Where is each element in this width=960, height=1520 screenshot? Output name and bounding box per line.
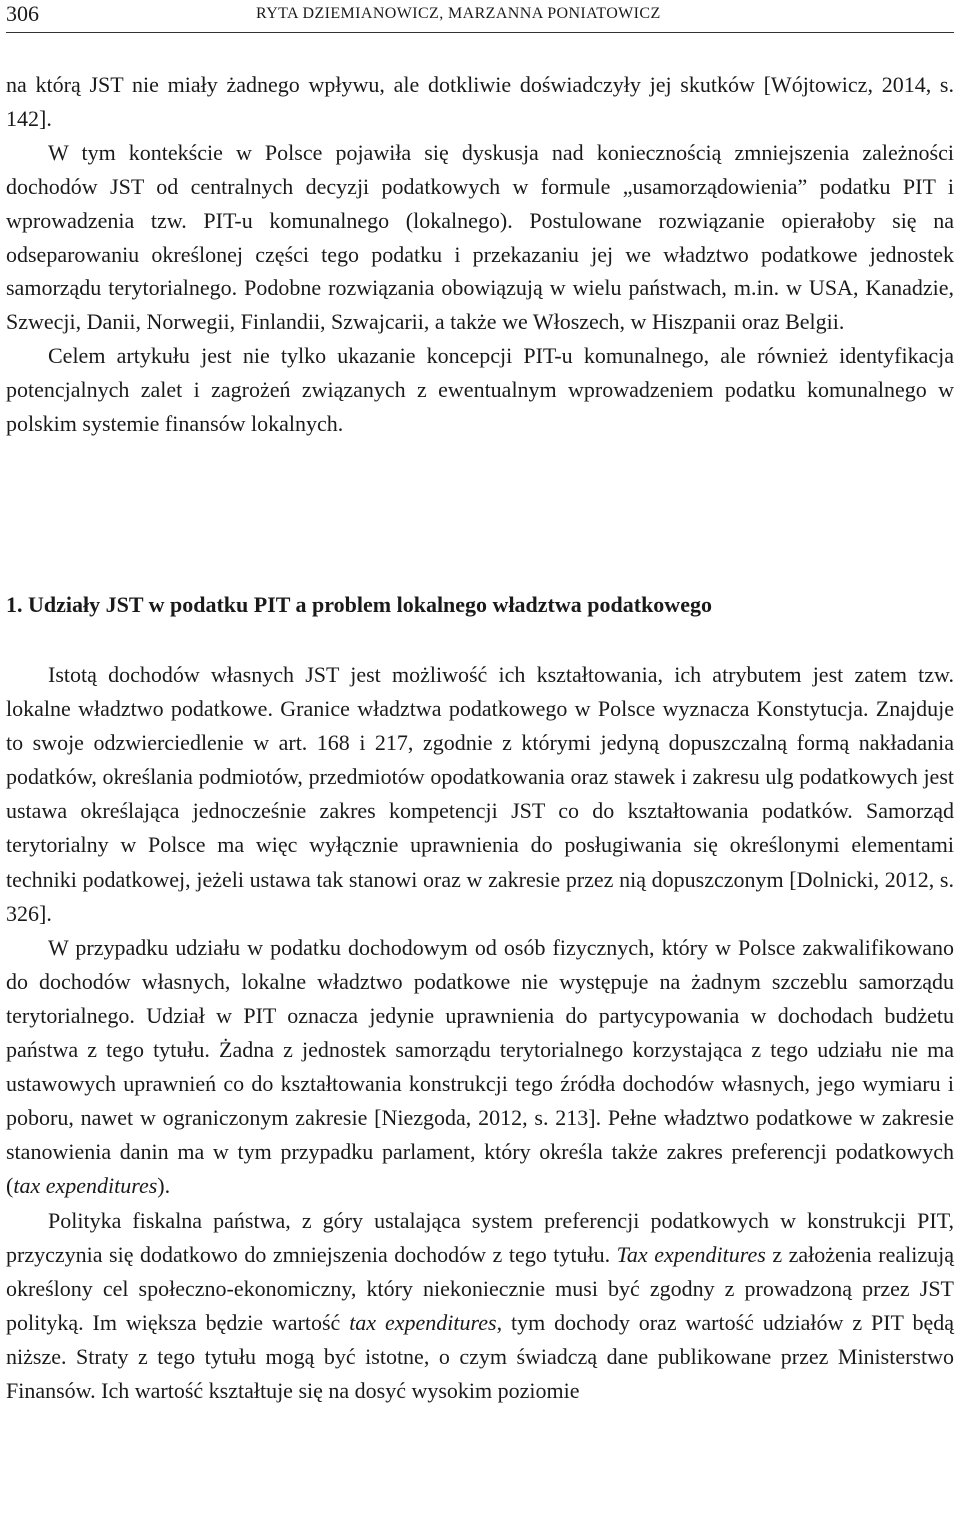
italic-term: Tax expenditures xyxy=(616,1241,766,1267)
section-body xyxy=(6,658,954,1408)
running-title-authors: RYTA DZIEMIANOWICZ, MARZANNA PONIATOWICZ xyxy=(256,5,661,22)
italic-term: tax expenditures xyxy=(13,1173,158,1199)
text-run: ). xyxy=(157,1173,171,1199)
paragraph-pit-share xyxy=(6,931,954,1204)
italic-term: tax expenditures xyxy=(349,1309,497,1335)
intro-text xyxy=(6,68,954,441)
text-run: , tym dochody oraz wartość udziałów z PIT będą niższe. Straty z tego tytułu mogą być istotne, o czym świadczą dane publikowane przez Ministerstwo Finansów. Ich wartość kształtuje się na dosyć wysokim poziomie xyxy=(6,1309,955,1403)
page-number: 306 xyxy=(6,1,39,26)
paragraph-aim: Celem artykułu jest nie tylko ukazanie koncepcji PIT-u komunalnego, ale również identyfikacja potencjalnych zalet i zagrożeń związanych z ewentualnym wprowadzeniem podatku komunalnego w polskim systemie finansów lokalnych. xyxy=(6,343,954,437)
text-run: Polityka fiskalna państwa, z góry ustalająca system preferencji podatkowych w konstrukcji PIT, przyczynia się dodatkowo do zmniejszenia dochodów z tego tytułu. xyxy=(6,1207,954,1267)
text-run: W przypadku udziału w podatku dochodowym od osób fizycznych, który w Polsce zakwalifikowano do dochodów własnych, lokalne władztwo podatkowe nie występuje na żadnym szczeblu samorządu terytorialnego. Udział w PIT oznacza jedynie uprawnienia do partycypowania w dochodach budżetu państwa z tego tytułu. Żadna z jednostek samorządu terytorialnego korzystająca z tego udziału nie ma ustawowych uprawnień co do kształtowania konstrukcji tego źródła dochodów własnych, jego wymiaru i poboru, nawet w ograniczonym zakresie [Niezgoda, 2012, s. 213]. Pełne władztwo podatkowe w zakresie stanowienia danin ma w tym przypadku parlament, który określa także zakres preferencji podatkowych ( xyxy=(6,934,954,1199)
paragraph-fiscal-policy xyxy=(6,1204,954,1409)
paragraph-own-revenues: Istotą dochodów własnych JST jest możliwość ich kształtowania, ich atrybutem jest zatem tzw. lokalne władztwo podatkowe. Granice władztwa podatkowego w Polsce wyznacza Konstytucja. Znajduje to swoje odzwierciedlenie w art. 168 i 217, zgodnie z którymi jedyną dopuszczalną formą nakładania podatków, określania podmiotów, przedmiotów opodatkowania oraz stawek i zakresu ulg podatkowych jest ustawa określająca jednocześnie zakres kompetencji JST co do kształtowania podatków. Samorząd terytorialny w Polsce ma więc wyłącznie uprawnienia do posługiwania się określonymi elementami techniki podatkowej, jeżeli ustawa tak stanowi oraz w zakresie przez nią dopuszczonym [Dolnicki, 2012, s. 326]. xyxy=(6,662,954,926)
header-divider xyxy=(6,32,954,33)
text-run: z założenia realizują określony cel społeczno-ekonomiczny, który niekoniecznie musi być zgodny z prowadzoną przez JST polityką. Im większa będzie wartość xyxy=(6,1241,954,1335)
paragraph-intro-continuation: na którą JST nie miały żadnego wpływu, ale dotkliwie doświadczyły jej skutków [Wójtowicz, 2014, s. 142]. xyxy=(6,72,954,131)
running-header xyxy=(6,0,954,30)
section-heading: 1. Udziały JST w podatku PIT a problem lokalnego władztwa podatkowego xyxy=(6,592,712,617)
paragraph-context: W tym kontekście w Polsce pojawiła się dyskusja nad koniecznością zmniejszenia zależności dochodów JST od centralnych decyzji podatkowych w formule „usamorządowienia” podatku PIT i wprowadzenia tzw. PIT-u komunalnego (lokalnego). Postulowane rozwiązanie opierałoby się na odseparowaniu określonej części tego podatku i przekazaniu jej we władztwo podatkowe jednostek samorządu terytorialnego. Podobne rozwiązania obowiązują w wielu państwach, m.in. w USA, Kanadzie, Szwecji, Danii, Norwegii, Finlandii, Szwajcarii, a także we Włoszech, w Hiszpanii oraz Belgii. xyxy=(6,139,954,335)
